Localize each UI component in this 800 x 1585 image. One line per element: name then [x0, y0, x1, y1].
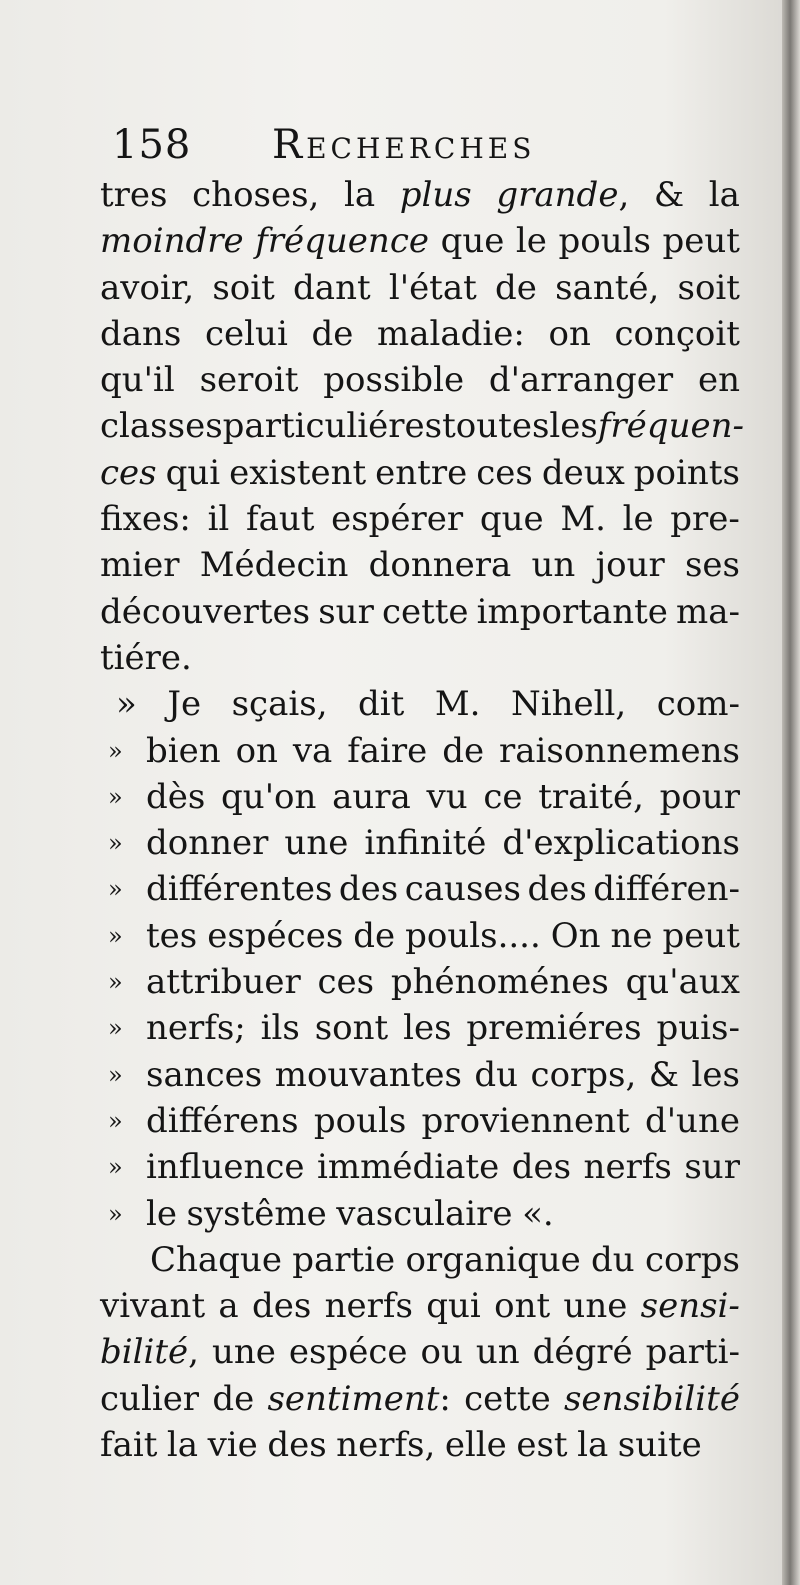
text-line: tiére.: [100, 637, 192, 678]
text-line: » influence immédiate des nerfs sur: [108, 1147, 740, 1188]
text-line: fixes: il faut espérer que M. le pre-: [100, 499, 740, 540]
text-line: » le systême vasculaire «.: [108, 1193, 554, 1234]
text-line: » attribuer ces phénoménes qu'aux: [108, 962, 740, 1003]
text-line: mier Médecin donnera un jour ses: [100, 545, 740, 586]
page-header: [112, 122, 732, 168]
text-line: bilité, une espéce ou un dégré parti-: [100, 1332, 740, 1373]
text-line: » nerfs; ils sont les premiéres puis-: [108, 1008, 740, 1049]
text-line: qu'il seroit possible d'arranger en: [100, 360, 740, 401]
text-line: » différens pouls proviennent d'une: [108, 1100, 740, 1141]
text-line: » dès qu'on aura vu ce traité, pour: [108, 776, 740, 817]
text-line: avoir, soit dant l'état de santé, soit: [100, 267, 740, 308]
text-line: Chaque partie organique du corps: [150, 1239, 740, 1280]
text-line: tres choses, la plus grande, & la: [100, 175, 740, 215]
text-line: culier de sentiment: cette sensibilité: [100, 1378, 740, 1419]
text-line: classes particuliéres toutes les fréquen-: [100, 406, 744, 447]
text-line: fait la vie des nerfs, elle est la suite: [100, 1425, 702, 1466]
page-number: 158: [112, 122, 192, 168]
text-line: » différentes des causes des différen-: [108, 869, 740, 910]
text-line: » donner une infinité d'explications: [108, 823, 740, 864]
text-line: vivant a des nerfs qui ont une sensi-: [100, 1286, 740, 1327]
text-line: » tes espéces de pouls.... On ne peut: [108, 915, 740, 956]
body-text: [100, 172, 744, 1468]
text-line: découvertes sur cette importante ma-: [100, 591, 740, 632]
running-title: Recherches: [272, 122, 536, 168]
text-line: moindre fréquence que le pouls peut: [100, 221, 740, 262]
text-line: ces qui existent entre ces deux points: [100, 452, 740, 493]
text-line: » bien on va faire de raisonnemens: [108, 730, 740, 771]
text-line: dans celui de maladie: on conçoit: [100, 313, 740, 354]
text-line: » Je sçais, dit M. Nihell, com-: [116, 684, 740, 725]
book-gutter: [782, 0, 800, 1585]
text-line: » sances mouvantes du corps, & les: [108, 1054, 740, 1095]
